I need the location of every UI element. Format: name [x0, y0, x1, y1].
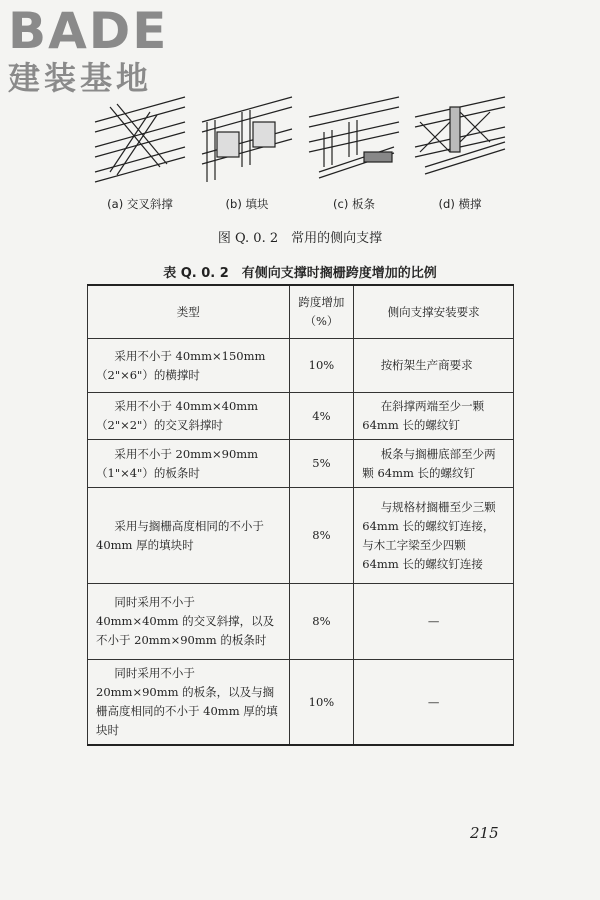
page-number: 215	[470, 824, 499, 842]
figure-d-bridging	[410, 92, 510, 187]
bracing-figures	[90, 92, 510, 187]
figure-caption-c: (c) 板条	[333, 197, 375, 211]
cell-requirements: —	[354, 660, 514, 746]
figure-c-strapping	[304, 92, 404, 187]
table-row	[88, 339, 514, 393]
figure-caption-d: (d) 横撑	[438, 197, 482, 211]
figure-caption-a: (a) 交叉斜撑	[107, 197, 173, 211]
cell-requirements: 按桁架生产商要求	[354, 339, 514, 393]
cell-span-increase: 10%	[289, 339, 354, 393]
header-requirements: 侧向支撑安装要求	[354, 285, 514, 339]
cell-type: 采用与搁栅高度相同的不小于 40mm 厚的填块时	[88, 488, 290, 584]
span-increase-table	[87, 284, 514, 746]
table-row	[88, 660, 514, 746]
table-header-row	[88, 285, 514, 339]
cell-type: 采用不小于 40mm×40mm（2"×2"）的交叉斜撑时	[88, 393, 290, 440]
table-row	[88, 393, 514, 440]
cell-span-increase: 8%	[289, 584, 354, 660]
cell-span-increase: 4%	[289, 393, 354, 440]
table-row	[88, 488, 514, 584]
header-span-increase: 跨度增加（%）	[289, 285, 354, 339]
cell-type: 采用不小于 40mm×150mm（2"×6"）的横撑时	[88, 339, 290, 393]
cell-type: 同时采用不小于 40mm×40mm 的交叉斜撑，以及不小于 20mm×90mm 的板条时	[88, 584, 290, 660]
figure-b-blocking	[197, 92, 297, 187]
cell-span-increase: 10%	[289, 660, 354, 746]
header-type: 类型	[88, 285, 290, 339]
cell-requirements: 在斜撑两端至少一颗 64mm 长的螺纹钉	[354, 393, 514, 440]
figure-caption-b: (b) 填块	[225, 197, 269, 211]
figure-a-cross-bracing	[90, 92, 190, 187]
cell-span-increase: 8%	[289, 488, 354, 584]
cell-requirements: 与规格材搁栅至少三颗 64mm 长的螺纹钉连接，与木工字梁至少四颗 64mm 长的螺纹钉连接	[354, 488, 514, 584]
figure-title: 图 Q. 0. 2 常用的侧向支撑	[217, 231, 383, 246]
table-row	[88, 584, 514, 660]
table-title: 表 Q. 0. 2 有侧向支撑时搁栅跨度增加的比例	[163, 266, 437, 281]
cell-requirements: —	[354, 584, 514, 660]
cell-type: 采用不小于 20mm×90mm（1"×4"）的板条时	[88, 440, 290, 488]
watermark-logo: BADE	[8, 2, 169, 60]
watermark-logo-subtext: 建装基地	[8, 59, 153, 97]
cell-span-increase: 5%	[289, 440, 354, 488]
table-row	[88, 440, 514, 488]
cell-type: 同时采用不小于 20mm×90mm 的板条，以及与搁栅高度相同的不小于 40mm 厚的填块时	[88, 660, 290, 746]
cell-requirements: 板条与搁栅底部至少两颗 64mm 长的螺纹钉	[354, 440, 514, 488]
